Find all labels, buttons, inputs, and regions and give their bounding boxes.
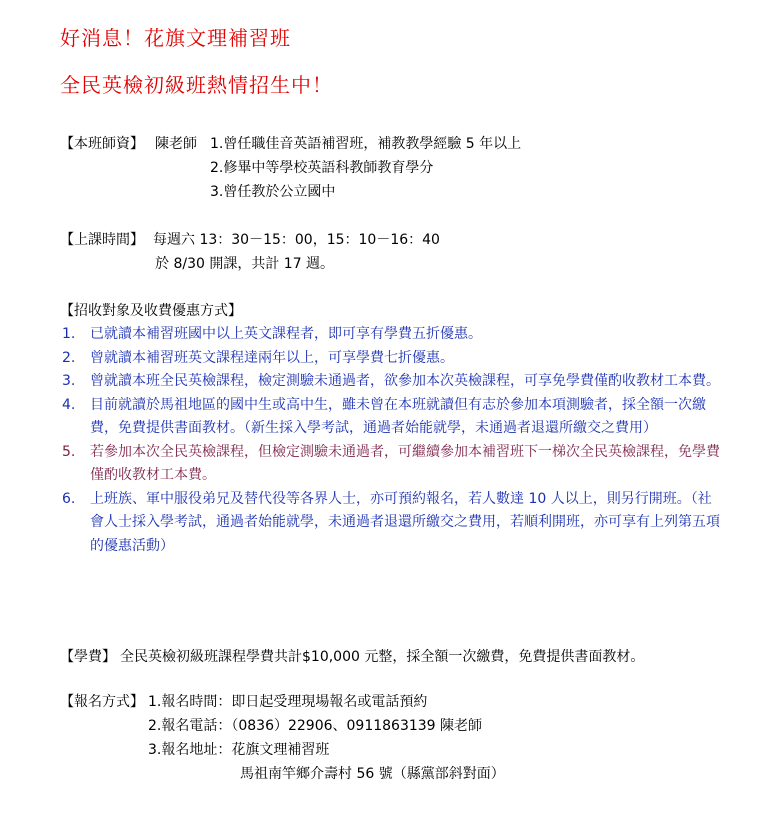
enroll-item-text: 曾就讀本班全民英檢課程，檢定測驗未通過者，欲參加本次英檢課程，可享免學費僅酌收教材工本費。 xyxy=(90,373,720,389)
enroll-item-number: 2. xyxy=(62,349,76,366)
teacher-name: 陳老師 xyxy=(155,136,197,152)
enroll-item-number: 4. xyxy=(62,396,76,413)
teacher-label: 【本班師資】 xyxy=(60,136,144,152)
enroll-item-number: 3. xyxy=(62,373,76,389)
teacher-credential-1: 1.曾任職佳音英語補習班，補教教學經驗 5 年以上 xyxy=(210,136,522,152)
enroll-item-number: 5. xyxy=(62,443,76,460)
enroll-item xyxy=(62,323,722,347)
headline-good-news: 好消息！花旗文理補習班 xyxy=(60,26,291,50)
enroll-item-text: 上班族、軍中服役弟兄及替代役等各界人士，亦可預約報名，若人數達 10 人以上，則另行開班。（社會人士採入學考試，通過者始能就學，未通過者退還所繳交之費用，若順利開班，亦可享有上列第五項的優惠活動） xyxy=(90,490,720,554)
enroll-item-number: 1. xyxy=(62,326,76,342)
signup-phone: 2.報名電話：（0836）22906、0911863139 陳老師 xyxy=(148,718,483,734)
enroll-item-number: 6. xyxy=(62,490,76,507)
signup-address-detail: 馬祖南竿鄉介壽村 56 號（縣黨部斜對面） xyxy=(240,766,505,782)
teacher-credential-3: 3.曾任教於公立國中 xyxy=(210,184,336,200)
enroll-heading: 【招收對象及收費優惠方式】 xyxy=(60,303,242,319)
enroll-list xyxy=(62,323,722,558)
enroll-item-text: 曾就讀本補習班英文課程達兩年以上，可享學費七折優惠。 xyxy=(90,349,454,366)
enroll-item xyxy=(62,441,722,488)
fee-label: 【學費】 xyxy=(60,649,116,665)
signup-label: 【報名方式】 xyxy=(60,694,144,710)
teacher-credential-2: 2.修畢中等學校英語科教師教育學分 xyxy=(210,160,434,176)
enroll-item xyxy=(62,394,722,441)
signup-address: 3.報名地址：花旗文理補習班 xyxy=(148,742,330,758)
enroll-item xyxy=(62,347,722,371)
schedule-times: 每週六 13：30－15：00，15：10－16：40 xyxy=(153,232,440,248)
headline-recruiting: 全民英檢初級班熱情招生中！ xyxy=(60,73,333,97)
enroll-item xyxy=(62,370,722,394)
enroll-item-text: 若參加本次全民英檢課程，但檢定測驗未通過者，可繼續參加本補習班下一梯次全民英檢課程，免學費僅酌收教材工本費。 xyxy=(90,443,720,483)
signup-time: 1.報名時間：即日起受理現場報名或電話預約 xyxy=(148,694,428,710)
enroll-item-text: 目前就讀於馬祖地區的國中生或高中生，雖未曾在本班就讀但有志於參加本項測驗者，採全額一次繳費，免費提供書面教材。（新生採入學考試，通過者始能就學，未通過者退還所繳交之費用） xyxy=(90,396,706,436)
schedule-label: 【上課時間】 xyxy=(60,232,144,248)
enroll-item-text: 已就讀本補習班國中以上英文課程者，即可享有學費五折優惠。 xyxy=(90,326,482,342)
fee-text: 全民英檢初級班課程學費共計$10,000 元整，採全額一次繳費，免費提供書面教材。 xyxy=(120,649,645,665)
schedule-start: 於 8/30 開課，共計 17 週。 xyxy=(155,256,335,272)
enroll-item xyxy=(62,488,722,559)
